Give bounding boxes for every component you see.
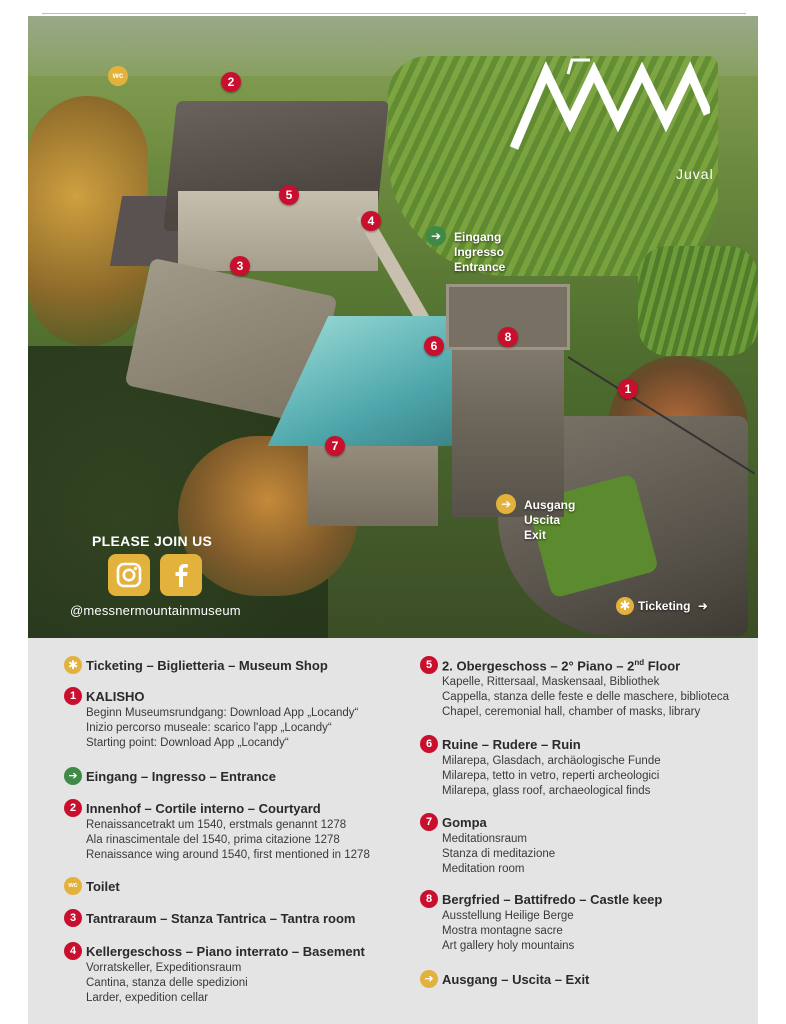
legend-ticketing-title: Ticketing – Biglietteria – Museum Shop bbox=[86, 658, 328, 673]
legend-ticketing bbox=[67, 658, 328, 673]
legend-toilet bbox=[68, 879, 120, 894]
map-pin-7[interactable]: 7 bbox=[325, 436, 345, 456]
legend-item-5-title-main: 2. Obergeschoss – 2° Piano – 2 bbox=[442, 658, 635, 674]
castle-wall bbox=[178, 191, 378, 271]
legend-item-5-line-de: Kapelle, Rittersaal, Maskensaal, Bibliothek bbox=[442, 676, 660, 689]
exit-arrow-icon: ➔ bbox=[420, 970, 438, 988]
aerial-photo bbox=[28, 16, 758, 638]
exit-label-de: Ausgang bbox=[524, 498, 576, 512]
legend-item-4-line-it: Cantina, stanza delle spedizioni bbox=[86, 977, 248, 989]
join-heading: PLEASE JOIN US bbox=[92, 533, 213, 549]
legend-item-5-title-sup: nd bbox=[634, 658, 645, 667]
entrance-arrow-icon: ➔ bbox=[426, 226, 446, 246]
legend-pin-8: 8 bbox=[420, 890, 438, 908]
legend-item-1-title: KALISHO bbox=[86, 689, 145, 704]
legend-item-3 bbox=[69, 911, 356, 926]
legend-item-2-title: Innenhof – Cortile interno – Courtyard bbox=[86, 801, 321, 816]
legend-item-8-line-de: Ausstellung Heilige Berge bbox=[442, 910, 574, 922]
legend-item-6-title: Ruine – Rudere – Ruin bbox=[442, 737, 581, 752]
map-pin-4[interactable]: 4 bbox=[361, 211, 381, 231]
social-handle[interactable]: @messnermountainmuseum bbox=[70, 603, 241, 618]
ticketing-label-text: Ticketing bbox=[638, 599, 691, 613]
legend-item-7-line-it: Stanza di meditazione bbox=[442, 848, 556, 860]
legend-pin-7: 7 bbox=[420, 813, 438, 831]
vineyard-lower bbox=[638, 246, 758, 356]
legend-pin-1: 1 bbox=[64, 687, 82, 705]
legend-item-5-title bbox=[442, 658, 729, 673]
map-pin-6[interactable]: 6 bbox=[424, 336, 444, 356]
entrance-label-it: Ingresso bbox=[454, 245, 505, 259]
legend-item-1-line-it: Inizio percorso museale: scarico l'app „Locandy“ bbox=[86, 722, 332, 734]
legend-item-4-line-en: Larder, expedition cellar bbox=[86, 992, 209, 1004]
legend-item-7-line-en: Meditation room bbox=[442, 863, 525, 875]
map-pin-1[interactable]: 1 bbox=[618, 379, 638, 399]
top-divider bbox=[42, 10, 746, 14]
legend-item-5-title-end: Floor bbox=[644, 658, 681, 674]
map-pin-8[interactable]: 8 bbox=[498, 327, 518, 347]
legend-item-6-line-it: Milarepa, tetto in vetro, reperti archeologici bbox=[442, 770, 660, 782]
entrance-arrow-icon: ➔ bbox=[64, 767, 82, 785]
legend-item-8-line-it: Mostra montagne sacre bbox=[442, 925, 563, 937]
map-pin-5[interactable]: 5 bbox=[279, 185, 299, 205]
legend-panel bbox=[28, 638, 758, 1024]
map-pin-3[interactable]: 3 bbox=[230, 256, 250, 276]
exit-label-it: Uscita bbox=[524, 513, 561, 527]
entrance-label-en: Entrance bbox=[454, 260, 506, 274]
legend-item-1 bbox=[69, 689, 359, 751]
entrance-label bbox=[454, 230, 505, 275]
legend-pin-2: 2 bbox=[64, 799, 82, 817]
legend-item-4 bbox=[69, 944, 365, 1006]
legend-item-6-line-de: Milarepa, Glasdach, archäologische Funde bbox=[442, 755, 661, 767]
legend-item-7-line-de: Meditationsraum bbox=[442, 833, 528, 845]
legend-item-2 bbox=[69, 801, 370, 863]
exit-arrow-icon: ➔ bbox=[496, 494, 516, 514]
ticketing-arrow-icon: ➜ bbox=[697, 599, 708, 613]
legend-toilet-title: Toilet bbox=[86, 879, 120, 894]
legend-pin-5: 5 bbox=[420, 656, 438, 674]
legend-item-4-title: Kellergeschoss – Piano interrato – Basement bbox=[86, 944, 365, 959]
legend-item-7 bbox=[425, 815, 556, 877]
legend-pin-4: 4 bbox=[64, 942, 82, 960]
instagram-icon[interactable] bbox=[108, 554, 150, 596]
legend-exit-title: Ausgang – Uscita – Exit bbox=[442, 972, 590, 987]
legend-item-5-line-it: Cappella, stanza delle feste e delle maschere, biblioteca bbox=[442, 691, 730, 704]
legend-item-6 bbox=[425, 737, 661, 799]
ticketing-label bbox=[638, 599, 708, 614]
ticketing-star-icon: ✱ bbox=[64, 656, 82, 674]
legend-item-2-line-it: Ala rinascimentale del 1540, prima citazione 1278 bbox=[86, 834, 340, 846]
facebook-icon[interactable] bbox=[160, 554, 202, 596]
legend-item-5-line-en: Chapel, ceremonial hall, chamber of masks, library bbox=[442, 706, 701, 719]
legend-entrance-title: Eingang – Ingresso – Entrance bbox=[86, 769, 276, 784]
mmm-logo bbox=[510, 52, 710, 152]
legend-item-3-title: Tantraraum – Stanza Tantrica – Tantra room bbox=[86, 911, 356, 926]
legend-exit bbox=[424, 972, 590, 987]
legend-pin-3: 3 bbox=[64, 909, 82, 927]
map-pin-2[interactable]: 2 bbox=[221, 72, 241, 92]
map-pin-wc[interactable]: wc bbox=[108, 66, 128, 86]
legend-pin-6: 6 bbox=[420, 735, 438, 753]
exit-label bbox=[524, 498, 575, 543]
exit-label-en: Exit bbox=[524, 528, 547, 542]
logo-wordmark: Juval bbox=[676, 166, 714, 182]
legend-item-7-title: Gompa bbox=[442, 815, 487, 830]
wc-icon: wc bbox=[64, 877, 82, 895]
legend-item-2-line-en: Renaissance wing around 1540, first mentioned in 1278 bbox=[86, 849, 370, 861]
legend-item-1-line-en: Starting point: Download App „Locandy“ bbox=[86, 737, 289, 749]
legend-item-8 bbox=[425, 892, 663, 954]
legend-item-4-line-de: Vorratskeller, Expeditionsraum bbox=[86, 962, 242, 974]
legend-item-2-line-de: Renaissancetrakt um 1540, erstmals genannt 1278 bbox=[86, 819, 347, 831]
legend-item-8-title: Bergfried – Battifredo – Castle keep bbox=[442, 892, 663, 907]
legend-item-8-line-en: Art gallery holy mountains bbox=[442, 940, 575, 952]
legend-item-6-line-en: Milarepa, glass roof, archaeological finds bbox=[442, 785, 651, 797]
entrance-label-de: Eingang bbox=[454, 230, 502, 244]
legend-item-5 bbox=[425, 658, 730, 720]
ticketing-star-icon: ✱ bbox=[616, 597, 634, 615]
legend-item-1-line-de: Beginn Museumsrundgang: Download App „Locandy“ bbox=[86, 707, 359, 719]
legend-entrance bbox=[68, 769, 276, 784]
